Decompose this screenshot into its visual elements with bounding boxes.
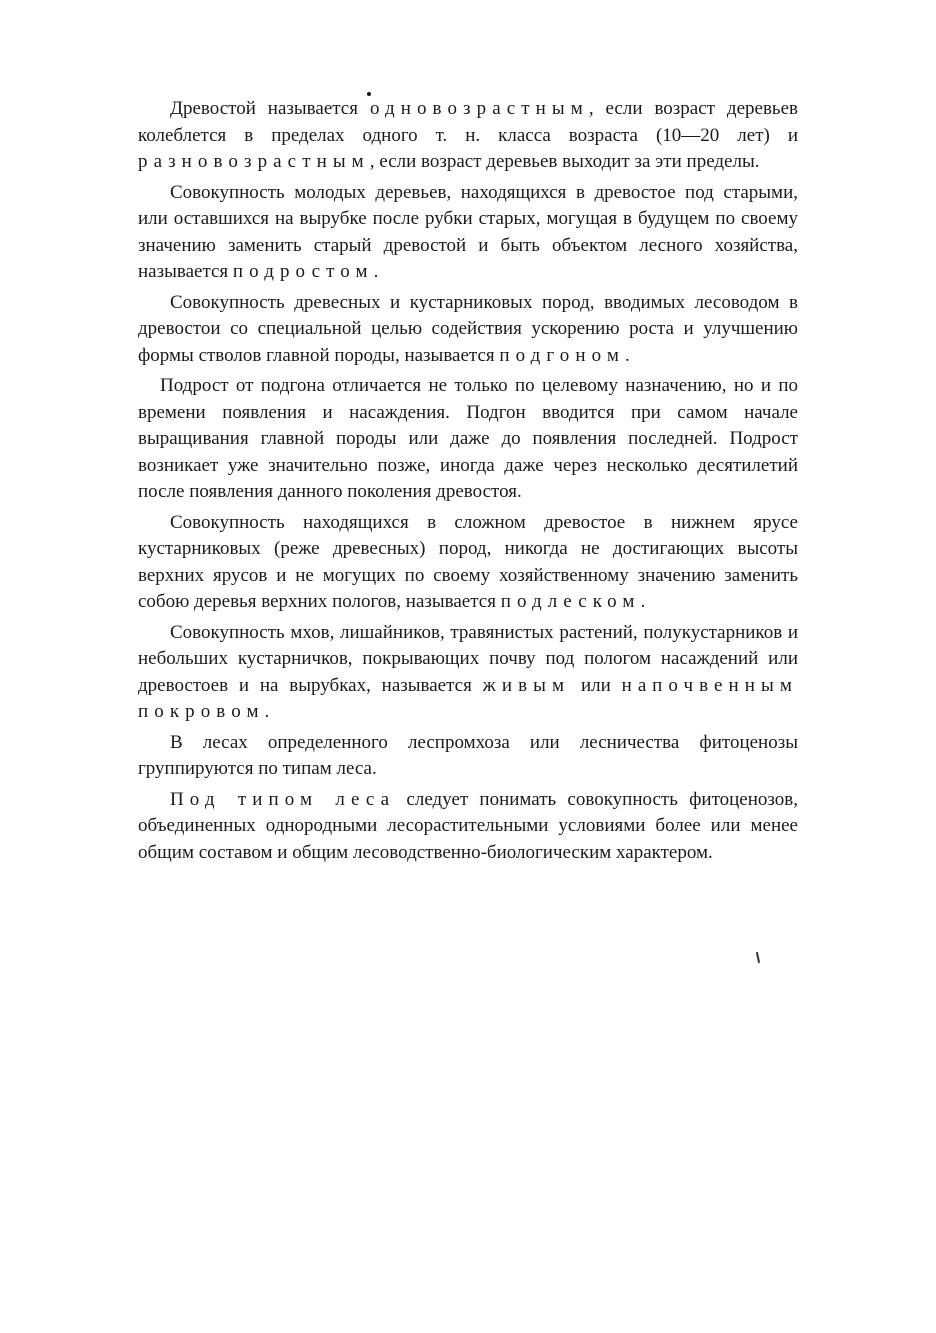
text-run: В лесах определенного леспромхоза или лесничества фитоценозы группируются по типам леса. (138, 731, 798, 779)
term-ground-cover: напочвенным покровом (138, 674, 798, 722)
term-uneven-aged: разновозрастным (138, 151, 370, 172)
term-living-cover: живым (482, 674, 571, 696)
text-run: Совокупность находящихся в сложном древостое в нижнем ярусе кустарниковых (реже древесных) пород, никогда не достигающих высоты верхних ярусов и не могущих по своему хозяйственному значению заменить собою деревья верхних пологов, называется (138, 511, 798, 612)
text-run: , если возраст деревьев выходит за эти пределы. (369, 151, 760, 172)
text-run: следует понимать совокупность фитоценозов, объединенных однородными лесорастительными условиями более или менее общим составом и общим лесоводственно-биологическим характером. (138, 788, 799, 863)
text-run: Совокупность древесных и кустарниковых пород, вводимых лесоводом в древостои со специальной целью содействия ускорению роста и улучшению формы стволов главной породы, называется (138, 291, 798, 366)
paragraph-nurse-trees-definition (138, 290, 798, 370)
term-shrub-layer: подлеском (500, 591, 641, 612)
term-even-aged: одновозрастным (369, 98, 589, 119)
paragraph-undergrowth-definition (138, 180, 798, 286)
text-run: . (640, 591, 646, 612)
text-run: или (570, 674, 622, 696)
text-run: Совокупность молодых деревьев, находящихся в древостое под старыми, или оставшихся на вырубке после рубки старых, могущая в будущем по своему значению заменить старый древостой и быть объектом лесного хозяйства, называется (138, 181, 798, 282)
text-run: , если возраст деревьев колеблется в пределах одного т. н. класса возраста (10—20 лет) и (138, 98, 798, 146)
paragraph-forest-types-grouping (138, 730, 798, 783)
paragraph-forest-type-definition (138, 787, 798, 867)
text-run: Древостой называется (170, 98, 370, 119)
text-run: . (373, 261, 379, 282)
paragraph-uneven-aged-definition (138, 96, 798, 176)
body-text (138, 96, 798, 870)
paragraph-undergrowth-vs-nurse (138, 373, 798, 506)
term-nurse-trees: подгоном (499, 344, 625, 366)
term-undergrowth: подростом (232, 261, 374, 282)
text-run: Совокупность мхов, лишайников, травянистых растений, полукустарников и небольших кустарничков, покрывающих почву под пологом насаждений или древостоев и на вырубках, называется (138, 621, 798, 696)
text-run: . (264, 701, 270, 722)
text-run: Подрост от подгона отличается не только по целевому назначению, но и по времени появления и насаждения. Подгон вводится при самом начале выращивания главной породы или даже до появления последней. Подрост возникает уже значительно позже, иногда даже через несколько десятилетий после появления данного поколения древостоя. (138, 375, 798, 502)
paragraph-ground-cover-definition (138, 620, 798, 726)
text-run: . (624, 344, 630, 366)
ink-tick-mark (756, 952, 760, 963)
term-forest-type: Под типом леса (170, 788, 396, 810)
paragraph-shrub-layer-definition (138, 510, 798, 616)
